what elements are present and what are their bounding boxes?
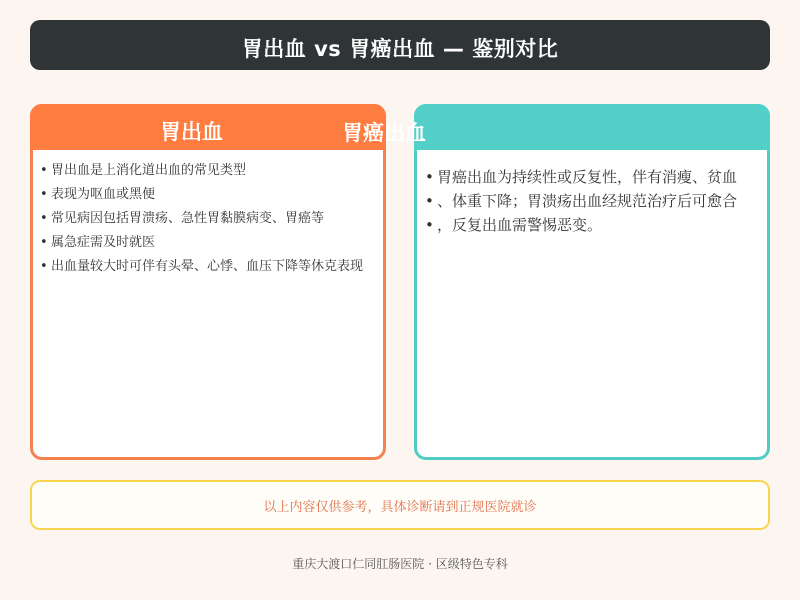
page-title: 胃出血 vs 胃癌出血 — 鉴别对比 (241, 37, 559, 61)
gastric-cancer-bleeding-list (417, 165, 737, 237)
list-item: • 、体重下降；胃溃疡出血经规范治疗后可愈合 (417, 189, 737, 213)
gastric-cancer-bleeding-card (414, 104, 770, 460)
list-item: • 属急症需及时就医 (33, 231, 363, 255)
stomach-bleeding-heading: 胃出血 (160, 120, 223, 144)
stomach-bleeding-card (30, 104, 386, 460)
stomach-bleeding-list (33, 159, 363, 279)
list-item: • 胃出血是上消化道出血的常见类型 (33, 159, 363, 183)
list-item: • 出血量较大时可伴有头晕、心悸、血压下降等休克表现 (33, 255, 363, 279)
list-item: • 表现为呕血或黑便 (33, 183, 363, 207)
stomach-bleeding-card-header (30, 104, 386, 150)
list-item: • 常见病因包括胃溃疡、急性胃黏膜病变、胃癌等 (33, 207, 363, 231)
disclaimer-box (30, 480, 770, 530)
list-item: • 胃癌出血为持续性或反复性，伴有消瘦、贫血 (417, 165, 737, 189)
gastric-cancer-bleeding-card-header (414, 104, 770, 150)
list-item: • ，反复出血需警惕恶变。 (417, 213, 737, 237)
gastric-cancer-bleeding-heading: 胃癌出血 (342, 121, 426, 145)
title-bar (30, 20, 770, 70)
footer-text: 重庆大渡口仁同肛肠医院 · 区级特色专科 (292, 557, 508, 571)
disclaimer-text: 以上内容仅供参考，具体诊断请到正规医院就诊 (263, 499, 537, 515)
